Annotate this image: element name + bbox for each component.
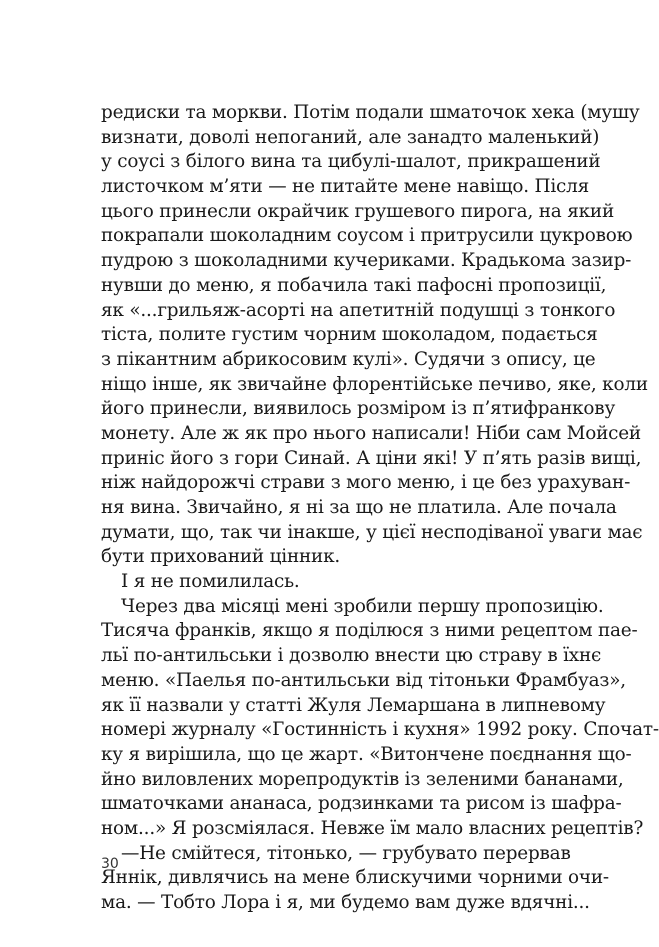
text-line: його принесли, виявилось розміром із п’ятифранкову [101, 398, 616, 420]
text-line: —Не смійтеся, тітонько, — грубувато перервав [121, 842, 571, 864]
page-number: 30 [101, 856, 119, 872]
text-line: йно виловлених морепродуктів із зеленими бананами, [101, 768, 624, 790]
text-line: льї по-антильськи і дозволю внести цю страву в їхнє [101, 645, 602, 667]
text-line: приніс його з гори Синай. А ціни які! У п’ять разів вищі, [101, 447, 642, 469]
text-line: пудрою з шоколадними кучериками. Крадькома зазир- [101, 250, 632, 272]
text-line: ном...» Я розсміялася. Невже їм мало власних рецептів? [101, 817, 644, 839]
text-line: ня вина. Звичайно, я ні за що не платила. Але почала [101, 497, 617, 518]
text-line: визнати, доволі непоганий, але занадто маленький) [101, 126, 600, 148]
text-line: ку я вирішила, що це жарт. «Витончене поєднання що- [101, 743, 632, 765]
text-line: монету. Але ж як про нього написали! Ніби сам Мойсей [101, 422, 641, 444]
text-line: з пікантним абрикосовим кулі». Судячи з опису, це [101, 348, 596, 370]
body-text [101, 101, 659, 916]
text-line: ніж найдорожчі страви з мого меню, і це без урахуван- [101, 472, 631, 494]
text-line: листочком м’яти — не питайте мене навіщо. Після [101, 176, 590, 198]
text-line: редиски та моркви. Потім подали шматочок хека (мушу [101, 102, 640, 123]
text-line: цього принесли окрайчик грушевого пирога, на який [101, 200, 615, 222]
text-line: номері журналу «Гостинність і кухня» 1992 року. Спочат- [101, 719, 659, 741]
text-line: думати, що, так чи інакше, у цієї несподіваної уваги має [101, 521, 643, 543]
text-line: ма. — Тобто Лора і я, ми будемо вам дуже вдячні... [101, 892, 590, 913]
text-line: І я не помилилась. [121, 571, 300, 593]
text-line: Тисяча франків, якщо я поділюся з ними рецептом пае- [101, 620, 638, 642]
text-line: бути прихований цінник. [101, 546, 341, 568]
text-line: Яннік, дивлячись на мене блискучими чорними очи- [101, 867, 609, 889]
text-line: Через два місяці мені зробили першу пропозицію. [121, 595, 604, 617]
text-line: ніщо інше, як звичайне флорентійське печиво, яке, коли [101, 373, 648, 395]
text-line: покрапали шоколадним соусом і притрусили цукровою [101, 225, 633, 247]
text-line: нувши до меню, я побачила такі пафосні пропозиції, [101, 274, 607, 296]
text-line: як «...грильяж-асорті на апетитній подушці з тонкого [101, 299, 616, 321]
text-line: у соусі з білого вина та цибулі-шалот, прикрашений [101, 151, 601, 173]
text-line: меню. «Паелья по-антильськи від тітоньки Фрамбуаз», [101, 669, 626, 691]
text-line: шматочками ананаса, родзинками та рисом із шафра- [101, 793, 622, 815]
text-line: як її назвали у статті Жуля Лемаршана в липневому [101, 694, 606, 716]
text-line: тіста, полите густим чорним шоколадом, подається [101, 324, 598, 346]
